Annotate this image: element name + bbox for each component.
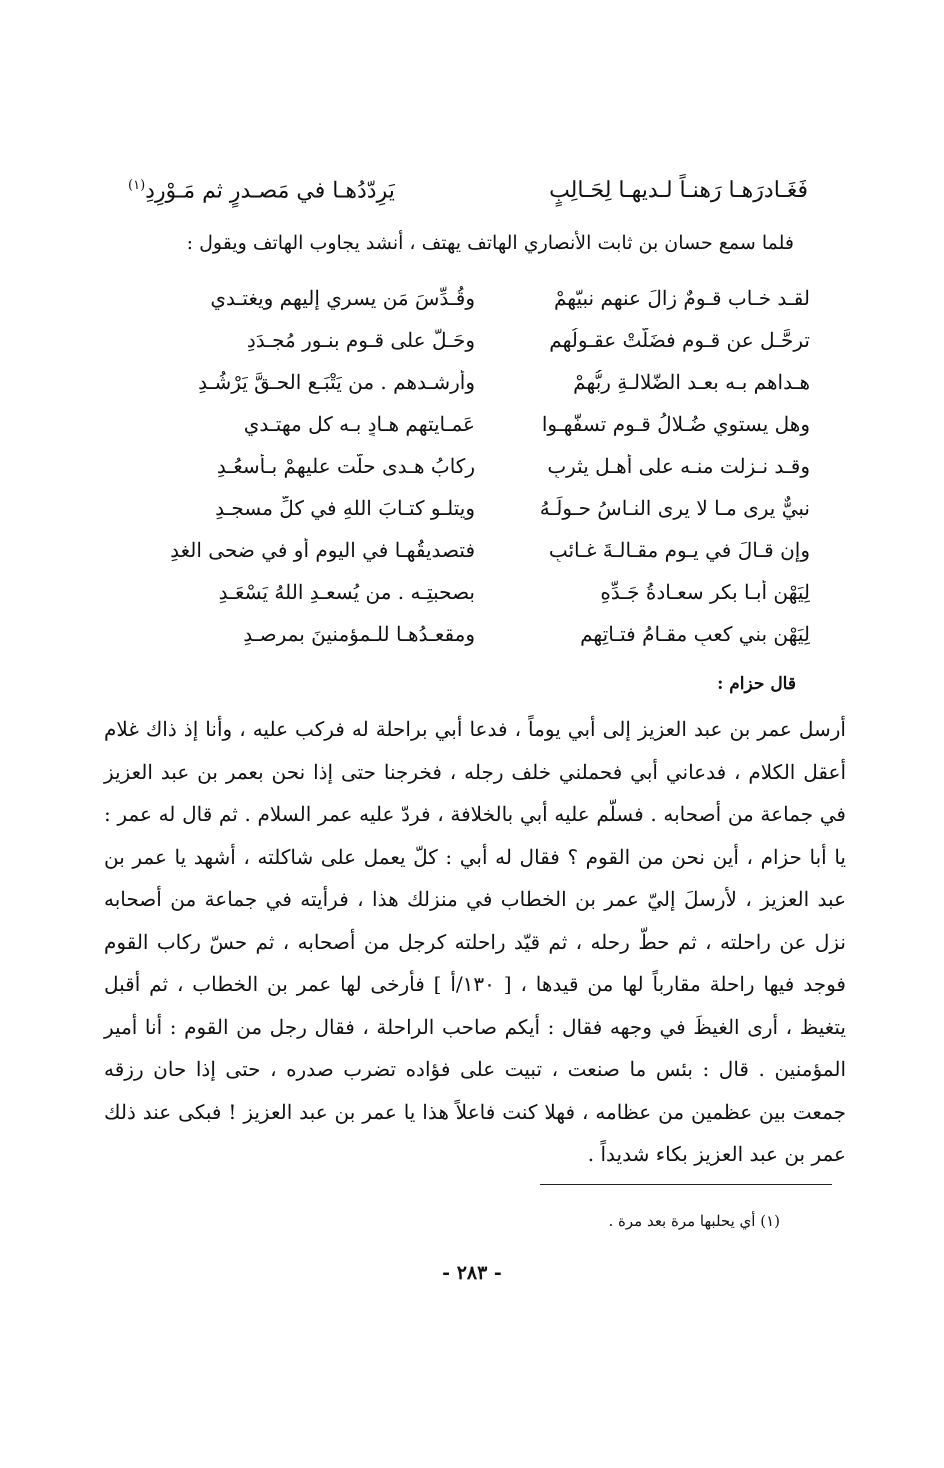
verse-first-hemistich: لقـد خـاب قـومٌ زالَ عنهم نبيّهمْ <box>553 286 810 310</box>
footnote: (١) أي يحلبها مرة بعد مرة . <box>608 1212 780 1230</box>
opening-verse-second-hemistich <box>128 178 395 203</box>
verse-second-hemistich: وحَـلَّ على قـومٍ بنـورٍ مُجـدَدِ <box>246 328 475 352</box>
poem <box>160 280 810 658</box>
poem-verse <box>160 532 810 574</box>
verse-first-hemistich: لِيَهْنِ أبـا بكرٍ سعـادةُ جَـدِّهِ <box>600 580 810 604</box>
verse-second-hemistich: بصحبتِـه . من يُسعـدِ اللهُ يَسْعَـدِ <box>218 580 475 604</box>
verse-first-hemistich: وقـد نـزلت منـه على أهـل يثربٍ <box>547 454 810 478</box>
prose-paragraph: أرسل عمر بن عبد العزيز إلى أبي يوماً ، فدعا أبي براحلة له فركب عليه ، وأنا إذ ذاك غلام أعقل الكلام ، فدعاني أبي فحملني خلف رجله ، فخرجنا حتى إذا نحن بعمر بن عبد العزيز في جماعة من أصحابه . فسلّم عليه أبي بالخلافة ، فردّ عليه عمر السلام . ثم قال له عمر : يا أبا حزام ، أين نحن من القوم ؟ فقال له أبي : كلّ يعمل على شاكلته ، أشهد يا عمر بن عبد العزيز ، لأرسلَ إليّ عمر بن الخطاب في منزلك هذا ، فرأيته في جماعة من أصحابه نزل عن راحلته ، ثم حطّ رحله ، ثم قيّد راحلته كرجل من أصحابه ، ثم حسّ ركاب القوم فوجد فيها راحلة مقارباً لها من قيدها ، [ ١٣٠/أ ] فأرخى لها عمر بن الخطاب ، ثم أقبل يتغيظ ، أرى الغيظَ في وجهه فقال : أيكم صاحب الراحلة ، فقال رجل من القوم : أنا أمير المؤمنين . قال : بئس ما صنعت ، تبيت على فؤاده تضرب صدره ، حتى إذا حان رزقه جمعت بين عظمين من عظامه ، فهلا كنت فاعلاً هذا يا عمر بن عبد العزيز ! فبكى عند ذلك عمر بن عبد العزيز بكاء شديداً . <box>104 717 846 1166</box>
speaker-heading: قال حزام : <box>717 674 796 694</box>
verse-first-hemistich: نبيٌّ يرى مـا لا يرى النـاسُ حـولَـهُ <box>539 496 810 520</box>
verse-first-hemistich: لِيَهْنِ بني كعبٍ مقـامُ فتـاتِهم <box>580 622 810 646</box>
verse-first-hemistich: هـداهم بـه بعـد الضّلالـةِ ربُّهمْ <box>573 370 810 394</box>
verse-second-hemistich: ويتلـو كتـابَ اللهِ في كلِّ مسجـدِ <box>215 496 475 520</box>
footnote-divider <box>540 1184 832 1185</box>
poem-verse <box>160 280 810 322</box>
page-number: - ٢٨٣ - <box>442 1262 502 1284</box>
prose-body <box>104 708 846 1176</box>
opening-verse <box>128 170 808 210</box>
poem-verse <box>160 406 810 448</box>
verse-first-hemistich: وإن قـالَ في يـومٍ مقـالـةَ غـائبٍ <box>548 538 810 562</box>
poem-verse <box>160 448 810 490</box>
poem-verse <box>160 322 810 364</box>
poem-verse <box>160 490 810 532</box>
poem-verse <box>160 574 810 616</box>
opening-verse-second-hemistich-text: يَرِدّدُهـا في مَصـدرٍ ثم مَـوْرِدِ <box>145 178 395 204</box>
opening-verse-first-hemistich: فَغَـادرَهـا رَهنـاً لـديهـا لِحَـالِبٍ <box>549 178 808 203</box>
verse-first-hemistich: وهل يستوي ضُـلالُ قـومٍ تسفّهـوا <box>541 412 810 436</box>
intro-line: فلما سمع حسان بن ثابت الأنصاري الهاتف يهتف ، أنشد يجاوب الهاتف ويقول : <box>186 232 794 254</box>
poem-verse <box>160 616 810 658</box>
verse-second-hemistich: فتصديقُهـا في اليوم أو في ضحى الغدِ <box>170 538 475 562</box>
verse-second-hemistich: وقُـدِّسَ مَن يسري إليهم ويغتـدي <box>210 286 475 310</box>
verse-first-hemistich: ترحَّـل عن قـومٍ فضَلّتْ عقـولُهم <box>549 328 810 352</box>
footnote-marker: (١) <box>128 178 146 193</box>
verse-second-hemistich: عَمـايتهم هـادٍ بـه كل مهتـدي <box>243 412 475 436</box>
verse-second-hemistich: ركابُ هـدى حلّت عليهمْ بـأسعُـدِ <box>216 454 475 478</box>
verse-second-hemistich: وأرشـدهم . من يَتْبَـعِ الحـقَّ يَرْشُـدِ <box>198 370 475 394</box>
verse-second-hemistich: ومقعـدُهـا للـمؤمنينَ بمرصـدِ <box>243 622 475 646</box>
poem-verse <box>160 364 810 406</box>
